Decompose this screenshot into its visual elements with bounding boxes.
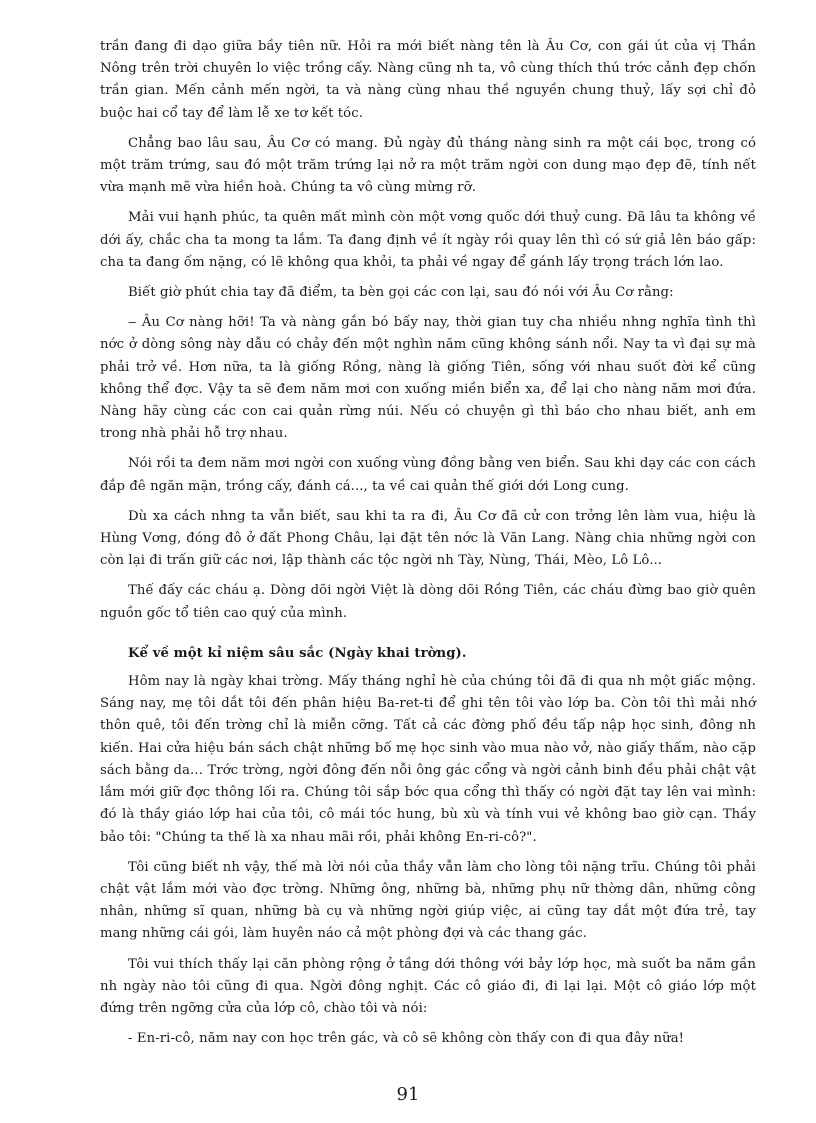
paragraph: Tôi cũng biết nh vậy, thế mà lời nói của thầy vẫn làm cho lòng tôi nặng trĩu. Chúng tôi phải chật vật lắm mới vào đợc trờng. Những ông, những bà, những phụ nữ thờng dân, những công nhân, những sĩ quan, những bà cụ và những ngời giúp việc, ai cũng tay dắt một đứa trẻ, tay mang những cái gói, làm huyên náo cả một phòng đợi và các thang gác. <box>100 859 756 942</box>
paragraph: Dù xa cách nhng ta vẫn biết, sau khi ta ra đi, Âu Cơ đã cử con trởng lên làm vua, hiệu là Hùng Vơng, đóng đô ở đất Phong Châu, lại đặt tên nớc là Văn Lang. Nàng chia những ngời con còn lại đi trấn giữ các nơi, lập thành các tộc ngời nh Tày, Nùng, Thái, Mèo, Lô Lô... <box>100 508 756 569</box>
paragraph: trần đang đi dạo giữa bầy tiên nữ. Hỏi ra mới biết nàng tên là Âu Cơ, con gái út của vị Thần Nông trên trời chuyên lo việc trồng cấy. Nàng cũng nh ta, vô cùng thích thú trớc cảnh đẹp chốn trần gian. Mến cảnh mến ngời, ta và nàng cùng nhau thề nguyền chung thuỷ, lấy sợi chỉ đỏ buộc hai cổ tay để làm lễ xe tơ kết tóc. <box>100 39 756 121</box>
paragraph: Thế đấy các cháu ạ. Dòng dõi ngời Việt là dòng dõi Rồng Tiên, các cháu đừng bao giờ quên nguồn gốc tổ tiên cao quý của mình. <box>100 583 756 621</box>
paragraph: Mải vui hạnh phúc, ta quên mất mình còn một vơng quốc dới thuỷ cung. Đã lâu ta không về dới ấy, chắc cha ta mong ta lắm. Ta đang định về ít ngày rồi quay lên thì có sứ giả lên báo gấp: cha ta đang ốm nặng, có lẽ không qua khỏi, ta phải về ngay để gánh lấy trọng trách lớn lao. <box>100 210 756 270</box>
paragraph: Chẳng bao lâu sau, Âu Cơ có mang. Đủ ngày đủ tháng nàng sinh ra một cái bọc, trong có một trăm trứng, sau đó một trăm trứng lại nở ra một trăm ngời con dung mạo đẹp đẽ, tính nết vừa mạnh mẽ vừa hiền hoà. Chúng ta vô cùng mừng rỡ. <box>100 135 756 196</box>
text-body <box>100 36 756 1058</box>
paragraph: Biết giờ phút chia tay đã điểm, ta bèn gọi các con lại, sau đó nói với Âu Cơ rằng: <box>128 285 674 301</box>
paragraph: Nói rồi ta đem năm mơi ngời con xuống vùng đồng bằng ven biển. Sau khi dạy các con cách đắp đê ngăn mặn, trồng cấy, đánh cá..., ta về cai quản thế giới dới Long cung. <box>100 456 756 494</box>
page-number: 91 <box>396 1084 420 1105</box>
section-heading: Kể về một kỉ niệm sâu sắc (Ngày khai trờng). <box>128 645 467 661</box>
paragraph: Hôm nay là ngày khai trờng. Mấy tháng nghỉ hè của chúng tôi đã đi qua nh một giấc mộng. Sáng nay, mẹ tôi dắt tôi đến phân hiệu Ba-ret-ti để ghi tên tôi vào lớp ba. Còn tôi thì mải nhớ thôn quê, tôi đến trờng chỉ là miễn cỡng. Tất cả các đờng phố đều tấp nập học sinh, đông nh kiến. Hai cửa hiệu bán sách chật những bố mẹ học sinh vào mua nào vở, nào giấy thấm, nào cặp sách bằng da... Trớc trờng, ngời đông đến nỗi ông gác cổng và ngời cảnh binh đều phải chật vật lắm mới giữ đợc thông lối ra. Chúng tôi sắp bớc qua cổng thì thấy có ngời đặt tay lên vai mình: đó là thầy giáo lớp hai của tôi, cô mái tóc hung, bù xù và tính vui vẻ không bao giờ cạn. Thầy bảo tôi: "Chúng ta thế là xa nhau mãi rồi, phải không En-ri-cô?". <box>100 674 756 845</box>
dialogue-paragraph: ‒ Âu Cơ nàng hỡi! Ta và nàng gắn bó bấy nay, thời gian tuy cha nhiều nhng nghĩa tình thì nớc ở dòng sông này dẫu có chảy đến một nghìn năm cũng không sánh nổi. Nay ta vì đại sự mà phải trở về. Hơn nữa, ta là giống Rồng, nàng là giống Tiên, sống với nhau suốt đời kể cũng không thể đợc. Vậy ta sẽ đem năm mơi con xuống miền biển xa, để lại cho nàng năm mơi đứa. Nàng hãy cùng các con cai quản rừng núi. Nếu có chuyện gì thì báo cho nhau biết, anh em trong nhà phải hỗ trợ nhau. <box>100 315 756 442</box>
paragraph: Tôi vui thích thấy lại căn phòng rộng ở tầng dới thông với bảy lớp học, mà suốt ba năm gần nh ngày nào tôi cũng đi qua. Ngời đông nghịt. Các cô giáo đi, đi lại lại. Một cô giáo lớp một đứng trên ngỡng cửa của lớp cô, chào tôi và nói: <box>100 956 756 1016</box>
dialogue-paragraph: - En-ri-cô, năm nay con học trên gác, và cô sẽ không còn thấy con đi qua đây nữa! <box>128 1031 685 1047</box>
